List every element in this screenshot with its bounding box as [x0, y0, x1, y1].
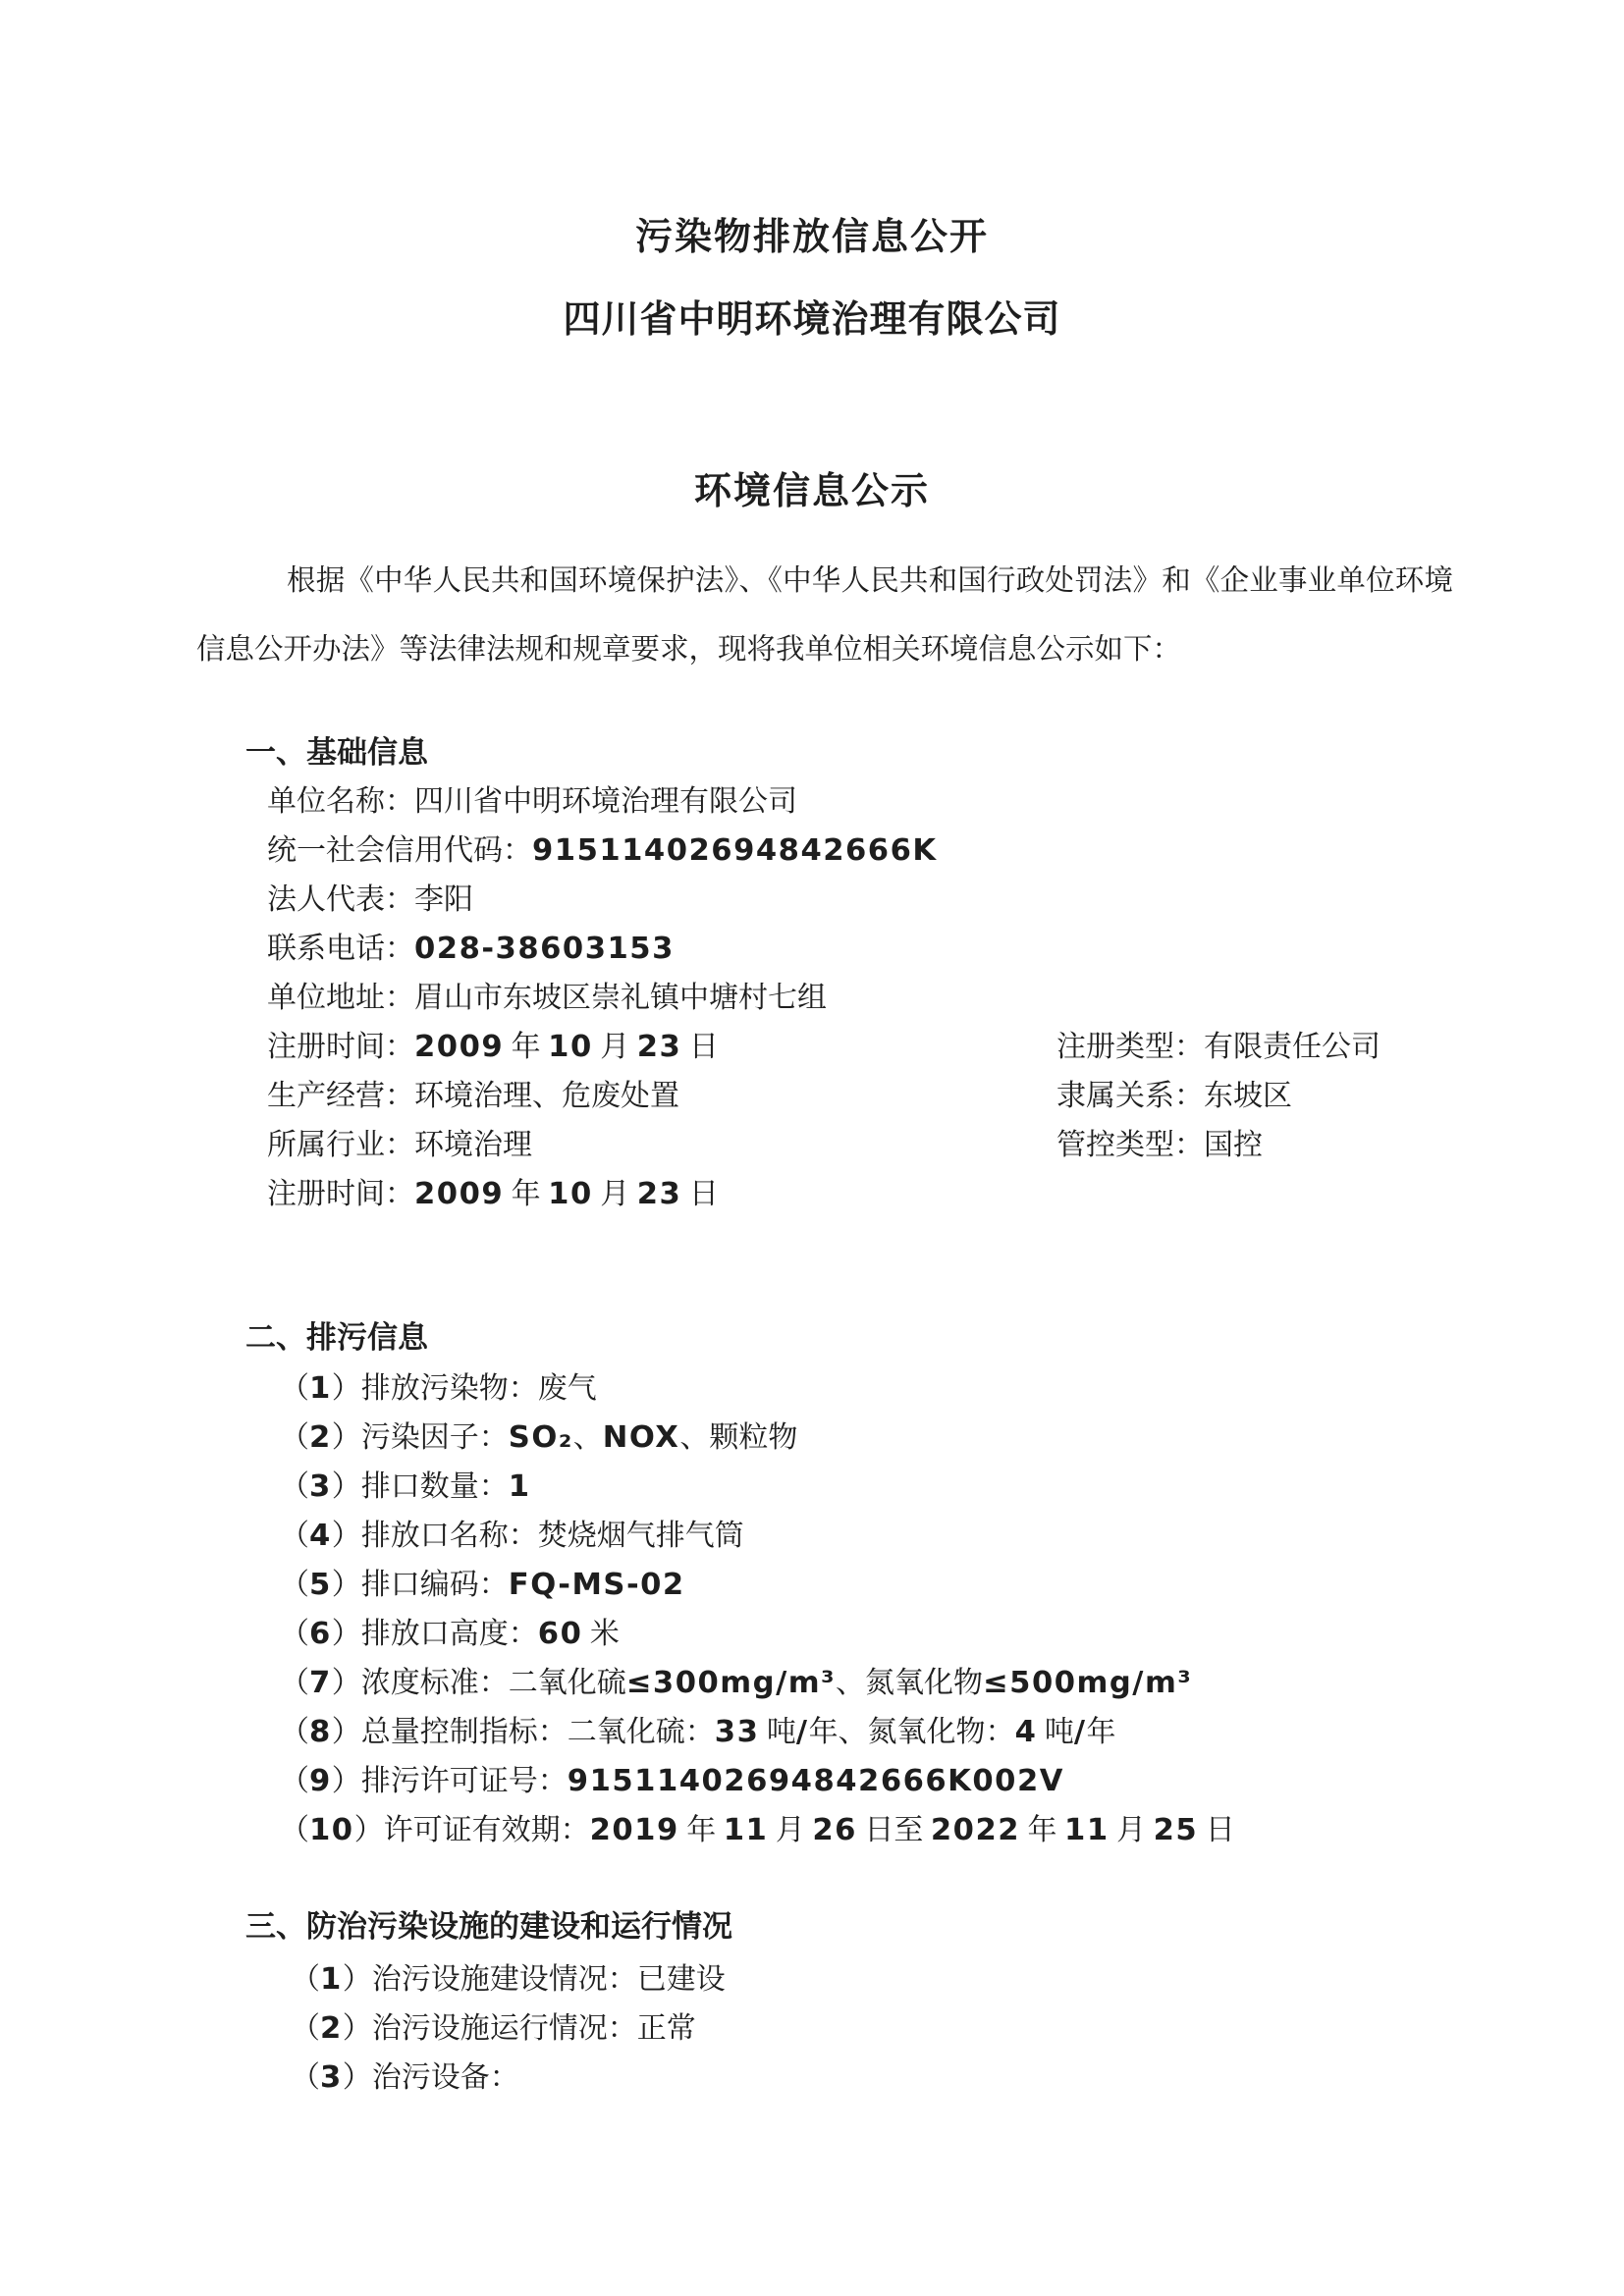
info-row-legal-rep [267, 881, 473, 919]
emission-item-permit-validity: （10）许可证有效期：2019 年 11 月 26 日至 2022 年 11 月 25 日 [280, 1813, 1235, 1847]
info-label-value: 单位名称：四川省中明环境治理有限公司 [267, 785, 797, 818]
emission-item-outlet-height: （6）排放口高度：60 米 [280, 1617, 620, 1651]
info-row-industry [267, 1127, 1263, 1164]
emission-item-outlet-name: （4）排放口名称：焚烧烟气排气筒 [280, 1519, 744, 1553]
info-row-reg-date-2 [267, 1176, 719, 1213]
info-row-credit-code [267, 832, 938, 870]
info-label-value: 联系电话：028-38603153 [267, 932, 675, 966]
section-basic-info-heading: 一、基础信息 [245, 735, 428, 770]
publicity-heading: 环境信息公示 [693, 471, 930, 512]
facility-item-operation: （2）治污设施运行情况：正常 [291, 2011, 696, 2046]
info-row-phone [267, 931, 675, 968]
emission-item-total-control: （8）总量控制指标：二氧化硫：33 吨/年、氮氧化物：4 吨/年 [280, 1715, 1116, 1749]
emission-item-conc-standard: （7）浓度标准：二氧化硫≤300mg/m³、氮氧化物≤500mg/m³ [280, 1666, 1193, 1700]
info-label-value: 生产经营：环境治理、危废处置 [267, 1080, 679, 1112]
info-label-value: 单位地址：眉山市东坡区崇礼镇中塘村七组 [267, 982, 827, 1014]
info-label-value: 法人代表：李阳 [267, 883, 473, 916]
emission-item-permit-no: （9）排污许可证号：91511402694842666K002V [280, 1764, 1064, 1798]
info-label-value: 统一社会信用代码：91511402694842666K [267, 833, 938, 868]
section-emission-heading: 二、排污信息 [245, 1320, 428, 1355]
emission-item-outlet-code: （5）排口编码：FQ-MS-02 [280, 1568, 685, 1602]
doc-title: 污染物排放信息公开 [634, 217, 989, 258]
facility-item-equipment: （3）治污设备： [291, 2060, 519, 2095]
company-name-title: 四川省中明环境治理有限公司 [563, 299, 1061, 341]
info-label-value-right: 管控类型：国控 [1056, 1129, 1263, 1161]
info-row-business [267, 1078, 1292, 1115]
info-row-reg-date [267, 1029, 1380, 1066]
emission-item-factors: （2）污染因子：SO₂、NOX、颗粒物 [280, 1420, 798, 1455]
info-label-value: 所属行业：环境治理 [267, 1129, 532, 1161]
info-row-company-name [267, 783, 797, 821]
info-label-value-right: 注册类型：有限责任公司 [1056, 1031, 1380, 1063]
info-row-address [267, 980, 827, 1017]
info-label-value-right: 隶属关系：东坡区 [1056, 1080, 1292, 1112]
emission-item-pollutant: （1）排放污染物：废气 [280, 1371, 597, 1406]
facility-item-construction: （1）治污设施建设情况：已建设 [291, 1962, 726, 1997]
intro-paragraph: 根据《中华人民共和国环境保护法》、《中华人民共和国行政处罚法》和《企业事业单位环境信息公开办法》等法律法规和规章要求，现将我单位相关环境信息公示如下： [196, 565, 1453, 666]
emission-item-outlet-count: （3）排口数量：1 [280, 1469, 531, 1504]
section-facilities-heading: 三、防治污染设施的建设和运行情况 [245, 1909, 732, 1944]
info-label-value: 注册时间：2009 年 10 月 23 日 [267, 1030, 719, 1064]
info-label-value: 注册时间：2009 年 10 月 23 日 [267, 1177, 719, 1211]
